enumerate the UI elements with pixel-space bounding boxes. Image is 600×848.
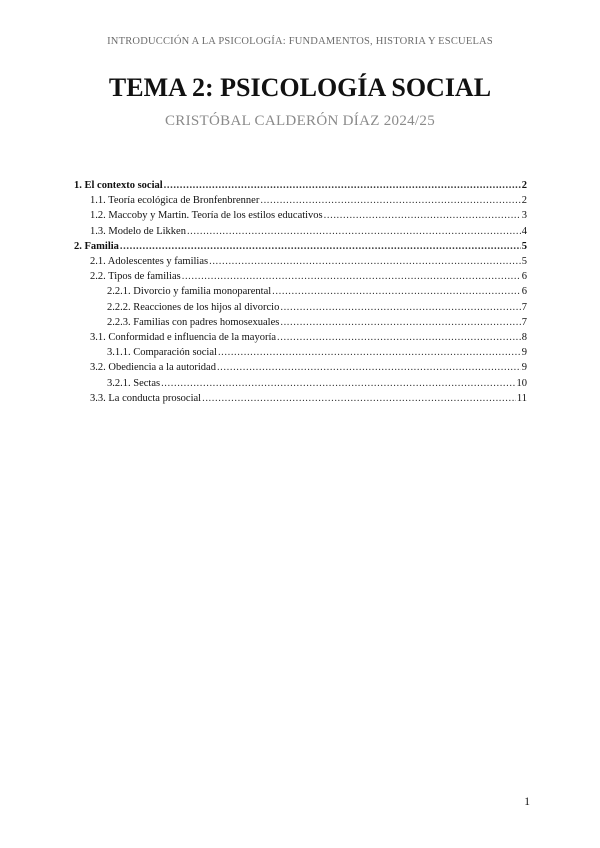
- toc-entry-text: 2.2.1. Divorcio y familia monoparental: [107, 286, 272, 298]
- toc-entry-1-3[interactable]: [74, 224, 527, 239]
- toc-page-number: 7: [521, 316, 527, 328]
- toc-dot-leader: [260, 193, 520, 208]
- toc-page-number: 4: [521, 225, 527, 237]
- toc-page-number: 11: [516, 392, 527, 404]
- toc-dot-leader: [120, 239, 521, 254]
- toc-entry-text: 3.3. La conducta prosocial: [90, 392, 202, 404]
- toc-entry-text: 3.1.1. Comparación social: [107, 347, 217, 359]
- toc-dot-leader: [209, 254, 521, 269]
- toc-entry-text: 3.1. Conformidad e influencia de la mayoría: [90, 332, 277, 344]
- toc-entry-text: 2. Familia: [74, 240, 119, 252]
- toc-entry-text: 2.2. Tipos de familias: [90, 271, 181, 283]
- toc-entry-text: 2.1. Adolescentes y familias: [90, 256, 209, 268]
- toc-dot-leader: [218, 345, 521, 360]
- toc-dot-leader: [324, 208, 521, 223]
- toc-page-number: 9: [521, 347, 527, 359]
- toc-page-number: 2: [521, 180, 527, 191]
- toc-page-number: 3: [521, 210, 527, 222]
- toc-entry-text: 3.2. Obediencia a la autoridad: [90, 362, 216, 374]
- toc-dot-leader: [187, 224, 521, 239]
- toc-page-number: 9: [521, 362, 527, 374]
- toc-entry-text: 1.3. Modelo de Likken: [90, 225, 186, 237]
- toc-entry-3-3[interactable]: [74, 391, 527, 406]
- toc-entry-3-1-1[interactable]: [74, 345, 527, 360]
- toc-entry-3-1[interactable]: [74, 330, 527, 345]
- toc-dot-leader: [280, 315, 520, 330]
- toc-dot-leader: [277, 330, 521, 345]
- toc-page-number: 5: [521, 240, 527, 252]
- toc-entry-1[interactable]: [74, 178, 527, 193]
- page-number: 1: [524, 796, 530, 808]
- toc-entry-text: 1.1. Teoría ecológica de Bronfenbrenner: [90, 195, 260, 207]
- toc-entry-2-2-3[interactable]: [74, 315, 527, 330]
- toc-page-number: 6: [521, 286, 527, 298]
- toc-entry-text: 1.2. Maccoby y Martin. Teoría de los estilos educativos: [90, 210, 323, 222]
- toc-page-number: 8: [521, 332, 527, 344]
- toc-dot-leader: [272, 284, 521, 299]
- toc-entry-3-2[interactable]: [74, 360, 527, 375]
- toc-entry-2[interactable]: [74, 239, 527, 254]
- toc-entry-text: 1. El contexto social: [74, 180, 163, 191]
- toc-entry-2-2-2[interactable]: [74, 300, 527, 315]
- toc-entry-2-1[interactable]: [74, 254, 527, 269]
- toc-page-number: 7: [521, 301, 527, 313]
- toc-dot-leader: [182, 269, 521, 284]
- toc-entry-2-2[interactable]: [74, 269, 527, 284]
- running-header: INTRODUCCIÓN A LA PSICOLOGÍA: FUNDAMENTOS, HISTORIA Y ESCUELAS: [107, 36, 493, 47]
- toc-dot-leader: [202, 391, 516, 406]
- toc-dot-leader: [280, 300, 520, 315]
- toc-entry-text: 2.2.2. Reacciones de los hijos al divorcio: [107, 301, 280, 313]
- toc-entry-text: 3.2.1. Sectas: [107, 377, 161, 389]
- toc-entry-1-2[interactable]: [74, 208, 527, 223]
- toc-entry-2-2-1[interactable]: [74, 284, 527, 299]
- toc-page-number: 10: [516, 377, 527, 389]
- toc-entry-1-1[interactable]: [74, 193, 527, 208]
- toc-dot-leader: [161, 376, 515, 391]
- author-line: CRISTÓBAL CALDERÓN DÍAZ 2024/25: [165, 113, 435, 129]
- toc-page-number: 2: [521, 195, 527, 207]
- toc-dot-leader: [164, 178, 521, 193]
- document-title: TEMA 2: PSICOLOGÍA SOCIAL: [108, 73, 492, 102]
- toc-entry-3-2-1[interactable]: [74, 376, 527, 391]
- toc-dot-leader: [217, 360, 521, 375]
- toc-page-number: 6: [521, 271, 527, 283]
- toc-page-number: 5: [521, 256, 527, 268]
- table-of-contents: [74, 178, 527, 406]
- toc-entry-text: 2.2.3. Familias con padres homosexuales: [107, 316, 280, 328]
